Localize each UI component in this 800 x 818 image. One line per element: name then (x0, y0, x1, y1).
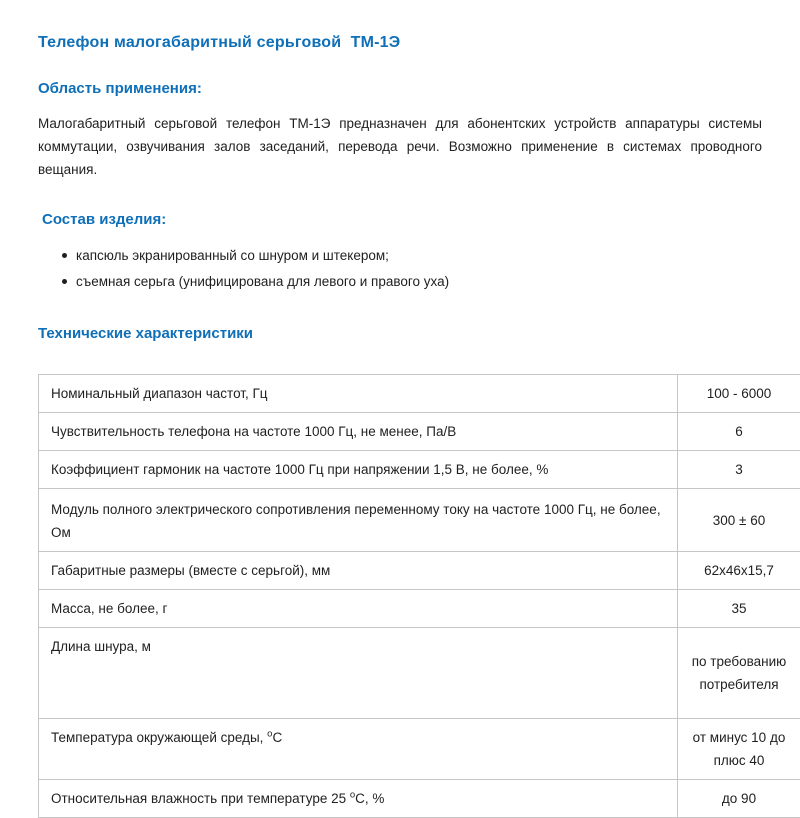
table-row (39, 413, 800, 451)
spec-value-cell: 62х46х15,7 (678, 552, 800, 590)
list-item: капсюль экранированный со шнуром и штекером; (62, 243, 762, 269)
spec-label-cell: Номинальный диапазон частот, Гц (39, 375, 678, 413)
spec-label-cell: Габаритные размеры (вместе с серьгой), мм (39, 552, 678, 590)
spec-value-cell: 300 ± 60 (678, 489, 800, 552)
page-title: Телефон малогабаритный серьговой ТМ-1Э (38, 34, 762, 52)
specs-table-container (38, 374, 762, 818)
spec-value-cell: до 90 (678, 780, 800, 818)
spec-label-cell: Коэффициент гармоник на частоте 1000 Гц при напряжении 1,5 В, не более, % (39, 451, 678, 489)
table-row (39, 375, 800, 413)
spec-value-cell: 6 (678, 413, 800, 451)
composition-list (38, 243, 762, 295)
spec-label-cell: Чувствительность телефона на частоте 1000 Гц, не менее, Па/В (39, 413, 678, 451)
spec-label-cell: Температура окружающей среды, $^о$С (39, 719, 678, 780)
spec-label-cell: Масса, не более, г (39, 590, 678, 628)
application-heading: Область применения: (38, 80, 762, 97)
table-row (39, 451, 800, 489)
application-paragraph: Малогабаритный серьговой телефон ТМ-1Э предназначен для абонентских устройств аппаратуры системы коммутации, озвучивания залов заседаний, перевода речи. Возможно применение в системах проводного вещания. (38, 112, 762, 181)
spec-value-cell: 35 (678, 590, 800, 628)
table-row (39, 489, 800, 552)
table-row (39, 719, 800, 780)
composition-heading: Состав изделия: (42, 211, 762, 228)
spec-value-cell: 100 - 6000 (678, 375, 800, 413)
spec-label-cell: Относительная влажность при температуре 25 $^о$С, % (39, 780, 678, 818)
table-row (39, 552, 800, 590)
table-row (39, 628, 800, 719)
spec-value-cell: 3 (678, 451, 800, 489)
table-row (39, 590, 800, 628)
specs-table (38, 374, 800, 818)
spec-label-cell: Длина шнура, м (39, 628, 678, 719)
spec-value-cell: от минус 10 до плюс 40 (678, 719, 800, 780)
spec-value-cell: по требованию потребителя (678, 628, 800, 719)
specs-heading: Технические характеристики (38, 325, 762, 342)
table-row (39, 780, 800, 818)
list-item: съемная серьга (унифицирована для левого и правого уха) (62, 269, 762, 295)
spec-label-cell: Модуль полного электрического сопротивления переменному току на частоте 1000 Гц, не более, Ом (39, 489, 678, 552)
